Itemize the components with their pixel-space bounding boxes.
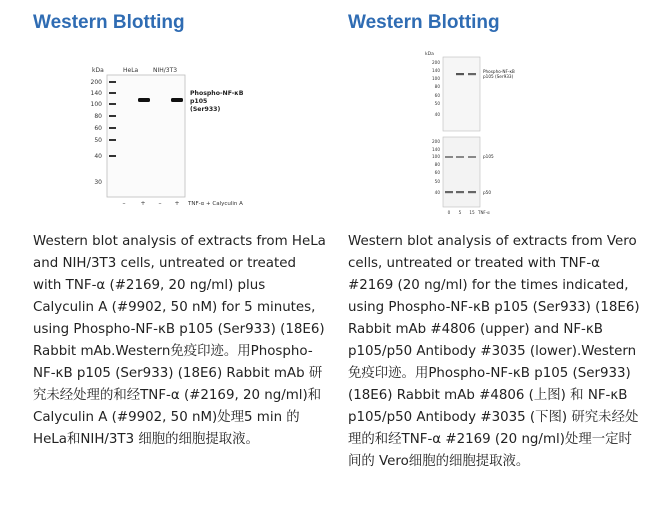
lower-marker-200: 200 <box>432 139 440 144</box>
lower-marker-80: 80 <box>434 162 440 167</box>
upper-band-5 <box>456 73 464 75</box>
upper-marker-100: 100 <box>432 76 440 81</box>
upper-marker-labels <box>432 60 440 117</box>
marker-80: 80 <box>94 113 102 120</box>
figure-caption: Western blot analysis of extracts from Vero cells, untreated or treated with TNF-α #2169 (20 ng/ml) for the times indicated, using Phospho-NF-κB p105 (Ser933) (18E6) Rabbit mAb #4806 (upper) and NF-κB p105/p50 Antibody #3035 (lower).Western免疫印迹。用Phospho-NF-κB p105 (Ser933) (18E6) Rabbit mAb #4806 (上图) 和 NF-κB p105/p50 Antibody #3035 (下图) 研究未经处理的和经TNF-α #2169 (20 ng/ml)处理一定时间的 Vero细胞的细胞提取液。 <box>348 234 640 469</box>
lower-marker-60: 60 <box>434 170 440 175</box>
lower-band-p105-0 <box>445 156 453 158</box>
lower-label-p50: p50 <box>483 190 491 195</box>
blot-membrane <box>107 75 185 197</box>
kda-label: kDa <box>425 52 434 57</box>
marker-50: 50 <box>94 137 102 144</box>
lower-marker-labels <box>432 139 440 195</box>
lower-marker-140: 140 <box>432 147 440 152</box>
upper-marker-60: 60 <box>434 93 440 98</box>
time-15: 15 <box>469 210 475 215</box>
time-5: 5 <box>458 210 462 215</box>
treatment-3: – <box>158 200 162 207</box>
upper-label-1: Phospho-NF-κB <box>483 69 515 74</box>
kda-label: kDa <box>92 67 104 74</box>
time-0: 0 <box>447 210 451 215</box>
lower-band-p50-0 <box>445 191 453 193</box>
lower-membrane <box>443 137 480 207</box>
upper-marker-50: 50 <box>434 101 440 106</box>
upper-band-15 <box>468 73 476 75</box>
upper-marker-40: 40 <box>434 112 440 117</box>
treatment-row <box>123 200 180 207</box>
lane-label-hela: HeLa <box>123 67 139 74</box>
marker-40: 40 <box>94 153 102 160</box>
band-nih3t3-treated <box>171 98 183 102</box>
lower-band-p105-15 <box>468 156 476 158</box>
treatment-1: – <box>122 200 126 207</box>
treatment-4: + <box>174 200 180 207</box>
band-label-3: (Ser933) <box>190 106 221 113</box>
time-unit: TNF-α <box>478 210 490 215</box>
lower-band-p50-15 <box>468 191 476 193</box>
treatment-2: + <box>140 200 146 207</box>
western-blot-image <box>423 46 543 218</box>
marker-labels <box>91 79 103 186</box>
upper-marker-80: 80 <box>434 84 440 89</box>
lower-band-p50-5 <box>456 191 464 193</box>
lower-marker-40: 40 <box>434 190 440 195</box>
lane-label-nih3t3: NIH/3T3 <box>153 67 178 74</box>
upper-marker-200: 200 <box>432 60 440 65</box>
treatment-label: TNF-α + Calyculin A <box>188 201 243 207</box>
section-heading: Western Blotting <box>33 12 185 33</box>
marker-200: 200 <box>90 79 102 86</box>
time-points <box>448 210 475 215</box>
lower-label-p105: p105 <box>483 154 494 159</box>
marker-30: 30 <box>94 179 102 186</box>
marker-100: 100 <box>90 101 102 108</box>
marker-60: 60 <box>94 125 102 132</box>
figure-caption: Western blot analysis of extracts from HeLa and NIH/3T3 cells, untreated or treated with TNF-α (#2169, 20 ng/ml) plus Calyculin A (#9902, 50 nM) for 5 minutes, using Phospho-NF-κB p105 (Ser933) (18E6) Rabbit mAb.Western免疫印迹。用Phospho-NF-κB p105 (Ser933) (18E6) Rabbit mAb 研究未经处理的和经TNF-α (#2169, 20 ng/ml)和Calyculin A (#9902, 50 nM)处理5 min 的HeLa和NIH/3T3 细胞的细胞提取液。 <box>33 234 326 447</box>
lower-marker-100: 100 <box>432 154 440 159</box>
band-label-1: Phospho-NF-κB <box>190 90 244 97</box>
western-blot-image <box>88 62 288 212</box>
lower-band-p105-5 <box>456 156 464 158</box>
section-heading: Western Blotting <box>348 12 500 33</box>
upper-membrane <box>443 57 480 131</box>
upper-label-2: p105 (Ser933) <box>483 74 514 79</box>
band-hela-treated <box>138 98 150 102</box>
marker-140: 140 <box>90 90 102 97</box>
lower-marker-50: 50 <box>434 179 440 184</box>
upper-marker-140: 140 <box>432 68 440 73</box>
band-label-2: p105 <box>190 98 208 105</box>
